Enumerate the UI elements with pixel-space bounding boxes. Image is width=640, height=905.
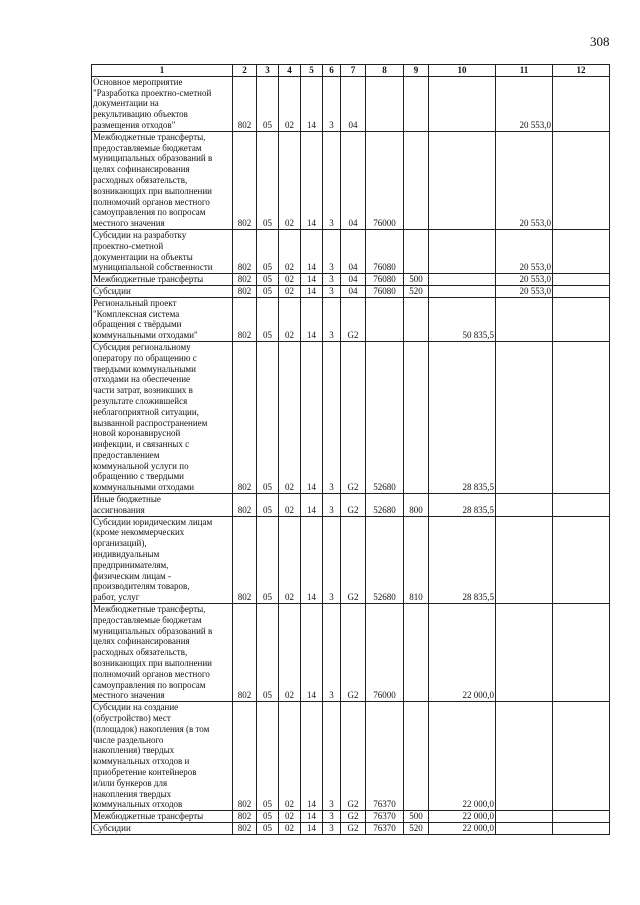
code-direction: 52680 bbox=[366, 516, 404, 603]
row-name: Субсидии bbox=[92, 285, 233, 297]
code-subsection: 02 bbox=[279, 604, 301, 702]
code-direction: 76080 bbox=[366, 285, 404, 297]
code-subsection: 02 bbox=[279, 274, 301, 286]
amount-col10 bbox=[429, 274, 496, 286]
code-ministry: 802 bbox=[233, 822, 257, 834]
code-ministry: 802 bbox=[233, 702, 257, 811]
amount-col10 bbox=[429, 76, 496, 131]
row-name: Межбюджетные трансферты, предоставляемые бюджетам муниципальных образований в целях софинансирования расходных обязательств, возникающих при выполнении полномочий органов местного самоуправления по вопросам местного значения bbox=[92, 604, 233, 702]
code-section: 05 bbox=[257, 76, 279, 131]
amount-col12 bbox=[553, 494, 610, 517]
code-ministry: 802 bbox=[233, 604, 257, 702]
code-section: 05 bbox=[257, 494, 279, 517]
row-name: Субсидия региональному оператору по обращению с твердыми коммунальными отходами на обеспечение части затрат, возникших в результате сложившейся неблагоприятной ситуации, вызванной распространением новой коронавирусной инфекции, и связанных с предоставлением коммунальной услуги по обращению с твердыми коммунальными отходами bbox=[92, 341, 233, 493]
code-subprogram: 3 bbox=[323, 494, 341, 517]
code-ministry: 802 bbox=[233, 494, 257, 517]
table-row bbox=[92, 822, 610, 834]
column-header: 8 bbox=[366, 65, 404, 77]
amount-col10: 22 000,0 bbox=[429, 604, 496, 702]
code-program: 14 bbox=[301, 702, 323, 811]
amount-col10: 28 835,5 bbox=[429, 341, 496, 493]
code-event: G2 bbox=[341, 297, 366, 341]
code-ministry: 802 bbox=[233, 285, 257, 297]
code-expense-type: 800 bbox=[404, 494, 429, 517]
amount-col12 bbox=[553, 274, 610, 286]
amount-col11 bbox=[496, 702, 553, 811]
code-ministry: 802 bbox=[233, 76, 257, 131]
code-subprogram: 3 bbox=[323, 822, 341, 834]
amount-col12 bbox=[553, 604, 610, 702]
code-direction bbox=[366, 76, 404, 131]
code-expense-type: 520 bbox=[404, 285, 429, 297]
code-ministry: 802 bbox=[233, 811, 257, 823]
table-row bbox=[92, 702, 610, 811]
amount-col11 bbox=[496, 822, 553, 834]
column-header: 9 bbox=[404, 65, 429, 77]
code-subprogram: 3 bbox=[323, 76, 341, 131]
row-name: Межбюджетные трансферты bbox=[92, 274, 233, 286]
amount-col10: 22 000,0 bbox=[429, 811, 496, 823]
column-header: 7 bbox=[341, 65, 366, 77]
code-event: 04 bbox=[341, 274, 366, 286]
amount-col12 bbox=[553, 516, 610, 603]
table-row bbox=[92, 341, 610, 493]
code-section: 05 bbox=[257, 811, 279, 823]
code-subsection: 02 bbox=[279, 76, 301, 131]
code-section: 05 bbox=[257, 285, 279, 297]
amount-col10 bbox=[429, 285, 496, 297]
page-number: 308 bbox=[590, 34, 610, 49]
code-subsection: 02 bbox=[279, 811, 301, 823]
table-row bbox=[92, 811, 610, 823]
amount-col10: 22 000,0 bbox=[429, 822, 496, 834]
amount-col11 bbox=[496, 516, 553, 603]
code-subprogram: 3 bbox=[323, 274, 341, 286]
code-subprogram: 3 bbox=[323, 229, 341, 273]
code-direction: 76080 bbox=[366, 274, 404, 286]
code-subsection: 02 bbox=[279, 822, 301, 834]
code-program: 14 bbox=[301, 822, 323, 834]
table-row bbox=[92, 604, 610, 702]
amount-col12 bbox=[553, 229, 610, 273]
code-section: 05 bbox=[257, 516, 279, 603]
code-section: 05 bbox=[257, 297, 279, 341]
code-direction: 76370 bbox=[366, 702, 404, 811]
table-header-row bbox=[92, 65, 610, 77]
code-section: 05 bbox=[257, 604, 279, 702]
code-direction: 52680 bbox=[366, 494, 404, 517]
amount-col11 bbox=[496, 297, 553, 341]
code-direction bbox=[366, 297, 404, 341]
column-header: 3 bbox=[257, 65, 279, 77]
code-subprogram: 3 bbox=[323, 131, 341, 229]
code-event: G2 bbox=[341, 341, 366, 493]
code-direction: 76080 bbox=[366, 229, 404, 273]
column-header: 1 bbox=[92, 65, 233, 77]
code-event: G2 bbox=[341, 516, 366, 603]
row-name: Субсидии юридическим лицам (кроме некоммерческих организаций), индивидуальным предпринимателям, физическим лицам - производителям товаров, работ, услуг bbox=[92, 516, 233, 603]
row-name: Региональный проект "Комплексная система обращения с твёрдыми коммунальными отходами" bbox=[92, 297, 233, 341]
code-program: 14 bbox=[301, 811, 323, 823]
amount-col10: 28 835,5 bbox=[429, 494, 496, 517]
column-header: 4 bbox=[279, 65, 301, 77]
row-name: Субсидии bbox=[92, 822, 233, 834]
code-event: G2 bbox=[341, 811, 366, 823]
amount-col11 bbox=[496, 604, 553, 702]
row-name: Основное мероприятие "Разработка проектно-сметной документации на рекультивацию объектов размещения отходов" bbox=[92, 76, 233, 131]
column-header: 12 bbox=[553, 65, 610, 77]
table-row bbox=[92, 274, 610, 286]
code-event: 04 bbox=[341, 131, 366, 229]
row-name: Межбюджетные трансферты bbox=[92, 811, 233, 823]
amount-col12 bbox=[553, 131, 610, 229]
amount-col12 bbox=[553, 341, 610, 493]
code-program: 14 bbox=[301, 76, 323, 131]
code-section: 05 bbox=[257, 274, 279, 286]
amount-col12 bbox=[553, 76, 610, 131]
code-subprogram: 3 bbox=[323, 702, 341, 811]
code-program: 14 bbox=[301, 274, 323, 286]
code-program: 14 bbox=[301, 341, 323, 493]
code-program: 14 bbox=[301, 516, 323, 603]
code-expense-type bbox=[404, 229, 429, 273]
code-direction: 76000 bbox=[366, 604, 404, 702]
code-program: 14 bbox=[301, 285, 323, 297]
amount-col10: 28 835,5 bbox=[429, 516, 496, 603]
code-expense-type bbox=[404, 131, 429, 229]
code-ministry: 802 bbox=[233, 297, 257, 341]
column-header: 6 bbox=[323, 65, 341, 77]
code-subsection: 02 bbox=[279, 285, 301, 297]
code-expense-type: 500 bbox=[404, 274, 429, 286]
code-subprogram: 3 bbox=[323, 285, 341, 297]
code-program: 14 bbox=[301, 604, 323, 702]
table-row bbox=[92, 229, 610, 273]
code-subprogram: 3 bbox=[323, 516, 341, 603]
code-program: 14 bbox=[301, 297, 323, 341]
table-row bbox=[92, 285, 610, 297]
code-expense-type: 810 bbox=[404, 516, 429, 603]
code-subsection: 02 bbox=[279, 297, 301, 341]
code-direction: 76370 bbox=[366, 822, 404, 834]
code-program: 14 bbox=[301, 131, 323, 229]
code-expense-type: 520 bbox=[404, 822, 429, 834]
amount-col12 bbox=[553, 811, 610, 823]
row-name: Субсидии на разработку проектно-сметной документации на объекты муниципальной собственности bbox=[92, 229, 233, 273]
code-section: 05 bbox=[257, 131, 279, 229]
amount-col11: 20 553,0 bbox=[496, 285, 553, 297]
code-section: 05 bbox=[257, 341, 279, 493]
code-event: G2 bbox=[341, 822, 366, 834]
code-section: 05 bbox=[257, 822, 279, 834]
table-row bbox=[92, 516, 610, 603]
code-program: 14 bbox=[301, 229, 323, 273]
code-section: 05 bbox=[257, 702, 279, 811]
code-ministry: 802 bbox=[233, 516, 257, 603]
row-name: Иные бюджетные ассигнования bbox=[92, 494, 233, 517]
amount-col10 bbox=[429, 229, 496, 273]
code-ministry: 802 bbox=[233, 229, 257, 273]
code-subsection: 02 bbox=[279, 702, 301, 811]
code-subsection: 02 bbox=[279, 341, 301, 493]
amount-col11 bbox=[496, 811, 553, 823]
code-direction: 76000 bbox=[366, 131, 404, 229]
code-event: G2 bbox=[341, 604, 366, 702]
code-event: G2 bbox=[341, 494, 366, 517]
code-direction: 76370 bbox=[366, 811, 404, 823]
amount-col10 bbox=[429, 131, 496, 229]
table-body bbox=[92, 76, 610, 834]
code-subprogram: 3 bbox=[323, 297, 341, 341]
table-row bbox=[92, 297, 610, 341]
table-row bbox=[92, 131, 610, 229]
code-section: 05 bbox=[257, 229, 279, 273]
code-expense-type bbox=[404, 604, 429, 702]
amount-col10: 50 835,5 bbox=[429, 297, 496, 341]
code-subsection: 02 bbox=[279, 229, 301, 273]
code-subprogram: 3 bbox=[323, 811, 341, 823]
amount-col12 bbox=[553, 285, 610, 297]
code-subsection: 02 bbox=[279, 494, 301, 517]
amount-col11: 20 553,0 bbox=[496, 76, 553, 131]
amount-col11 bbox=[496, 494, 553, 517]
code-ministry: 802 bbox=[233, 341, 257, 493]
code-direction: 52680 bbox=[366, 341, 404, 493]
code-event: 04 bbox=[341, 229, 366, 273]
table-row bbox=[92, 76, 610, 131]
column-header: 2 bbox=[233, 65, 257, 77]
amount-col11 bbox=[496, 341, 553, 493]
amount-col11: 20 553,0 bbox=[496, 131, 553, 229]
code-expense-type bbox=[404, 341, 429, 493]
code-expense-type bbox=[404, 297, 429, 341]
budget-table bbox=[91, 64, 610, 835]
column-header: 11 bbox=[496, 65, 553, 77]
code-expense-type: 500 bbox=[404, 811, 429, 823]
code-event: 04 bbox=[341, 76, 366, 131]
amount-col11: 20 553,0 bbox=[496, 229, 553, 273]
row-name: Субсидии на создание (обустройство) мест (площадок) накопления (в том числе раздельного накопления) твердых коммунальных отходов и приобретение контейнеров и/или бункеров для накопления твердых коммунальных отходов bbox=[92, 702, 233, 811]
column-header: 5 bbox=[301, 65, 323, 77]
column-header: 10 bbox=[429, 65, 496, 77]
code-subprogram: 3 bbox=[323, 604, 341, 702]
amount-col12 bbox=[553, 702, 610, 811]
amount-col10: 22 000,0 bbox=[429, 702, 496, 811]
code-ministry: 802 bbox=[233, 274, 257, 286]
table-row bbox=[92, 494, 610, 517]
amount-col11: 20 553,0 bbox=[496, 274, 553, 286]
code-subprogram: 3 bbox=[323, 341, 341, 493]
code-subsection: 02 bbox=[279, 131, 301, 229]
amount-col12 bbox=[553, 822, 610, 834]
code-expense-type bbox=[404, 76, 429, 131]
code-expense-type bbox=[404, 702, 429, 811]
amount-col12 bbox=[553, 297, 610, 341]
code-event: 04 bbox=[341, 285, 366, 297]
row-name: Межбюджетные трансферты, предоставляемые бюджетам муниципальных образований в целях софинансирования расходных обязательств, возникающих при выполнении полномочий органов местного самоуправления по вопросам местного значения bbox=[92, 131, 233, 229]
code-ministry: 802 bbox=[233, 131, 257, 229]
code-event: G2 bbox=[341, 702, 366, 811]
code-program: 14 bbox=[301, 494, 323, 517]
code-subsection: 02 bbox=[279, 516, 301, 603]
